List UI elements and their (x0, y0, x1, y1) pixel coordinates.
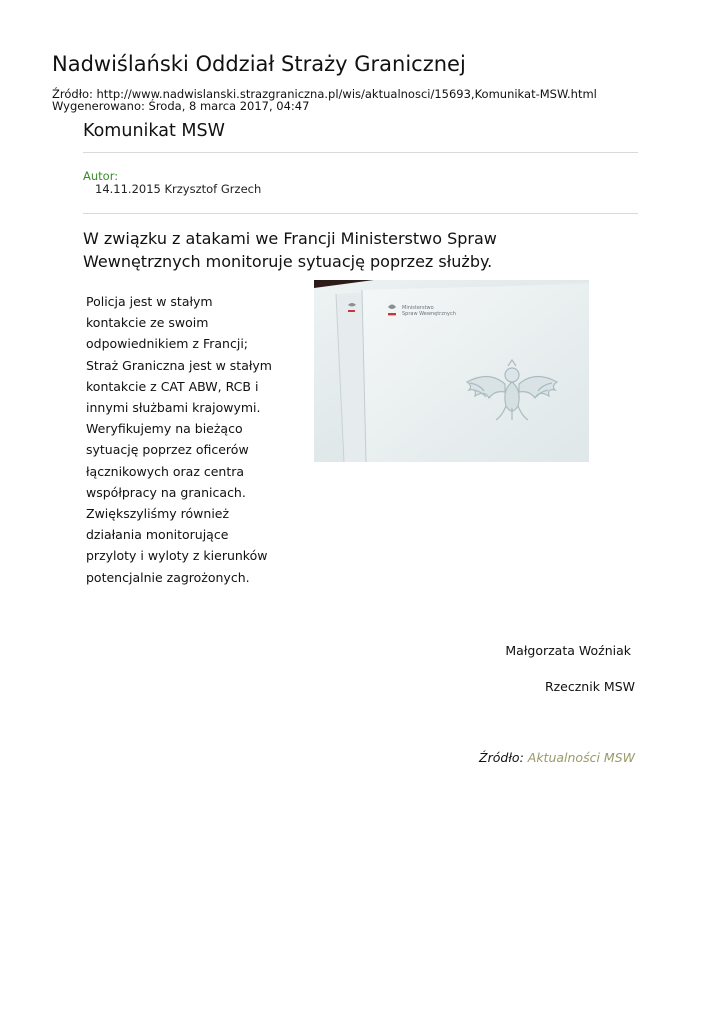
body-line: łącznikowych oraz centra (86, 463, 245, 479)
author-block (83, 153, 638, 213)
article (83, 118, 638, 273)
body-line: odpowiednikiem z Francji; (86, 336, 248, 352)
signature-role: Rzecznik MSW (544, 679, 635, 694)
article-body (86, 291, 286, 588)
body-line: Policja jest w stałym (86, 294, 213, 309)
body-line: przyloty i wyloty z kierunków (86, 548, 268, 564)
article-lead: W związku z atakami we Francji Ministerstwo Spraw Wewnętrznych monitoruje sytuację poprzez służby. (83, 229, 497, 271)
body-line: sytuację poprzez oficerów (86, 442, 249, 458)
article-title: Komunikat MSW (83, 121, 225, 141)
letterhead-text-line2: Spraw Wewnętrznych (402, 311, 456, 317)
author-label: Autor: (83, 169, 119, 183)
body-line: działania monitorujące (86, 527, 229, 543)
body-line: Weryfikujemy na bieżąco (86, 421, 243, 437)
article-source (479, 750, 635, 765)
body-line: współpracy na granicach. (86, 484, 246, 500)
letterhead-photo-illustration (314, 280, 589, 462)
site-title: Nadwiślański Oddział Straży Granicznej (52, 52, 466, 76)
generated-date-line: Wygenerowano: Środa, 8 marca 2017, 04:47 (52, 99, 310, 113)
body-line: Zwiększyliśmy również (86, 506, 230, 522)
source-prefix: Źródło: (479, 750, 524, 765)
author-date-name: 14.11.2015 Krzysztof Grzech (95, 182, 262, 196)
article-photo (314, 280, 589, 462)
body-line: potencjalnie zagrożonych. (86, 569, 250, 585)
signature-name: Małgorzata Woźniak (505, 643, 631, 658)
letterhead-text-line1: Ministerstwo (402, 305, 434, 311)
body-line: Straż Graniczna jest w stałym (86, 357, 272, 373)
source-link[interactable]: Aktualności MSW (527, 750, 635, 765)
body-line: kontakcie ze swoim (86, 315, 209, 331)
body-line: innymi służbami krajowymi. (86, 400, 261, 416)
body-line: kontakcie z CAT ABW, RCB i (86, 378, 259, 394)
source-url-line: Źródło: http://www.nadwislanski.strazgraniczna.pl/wis/aktualnosci/15693,Komunikat-MSW.html (52, 87, 597, 101)
